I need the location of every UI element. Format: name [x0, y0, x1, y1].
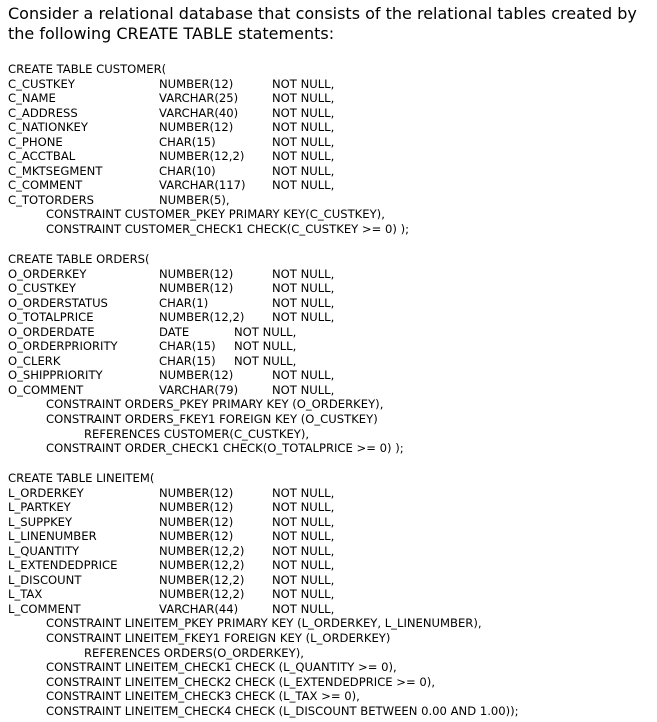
intro-text: [8, 4, 653, 44]
statement-header: CREATE TABLE CUSTOMER(: [8, 62, 167, 76]
intro-line-1: Consider a relational database that consists of the relational tables created by: [8, 4, 637, 23]
intro-line-2: the following CREATE TABLE statements:: [8, 24, 335, 43]
statement-header: CREATE TABLE LINEITEM(: [8, 471, 155, 485]
statement-header: CREATE TABLE ORDERS(: [8, 252, 150, 266]
